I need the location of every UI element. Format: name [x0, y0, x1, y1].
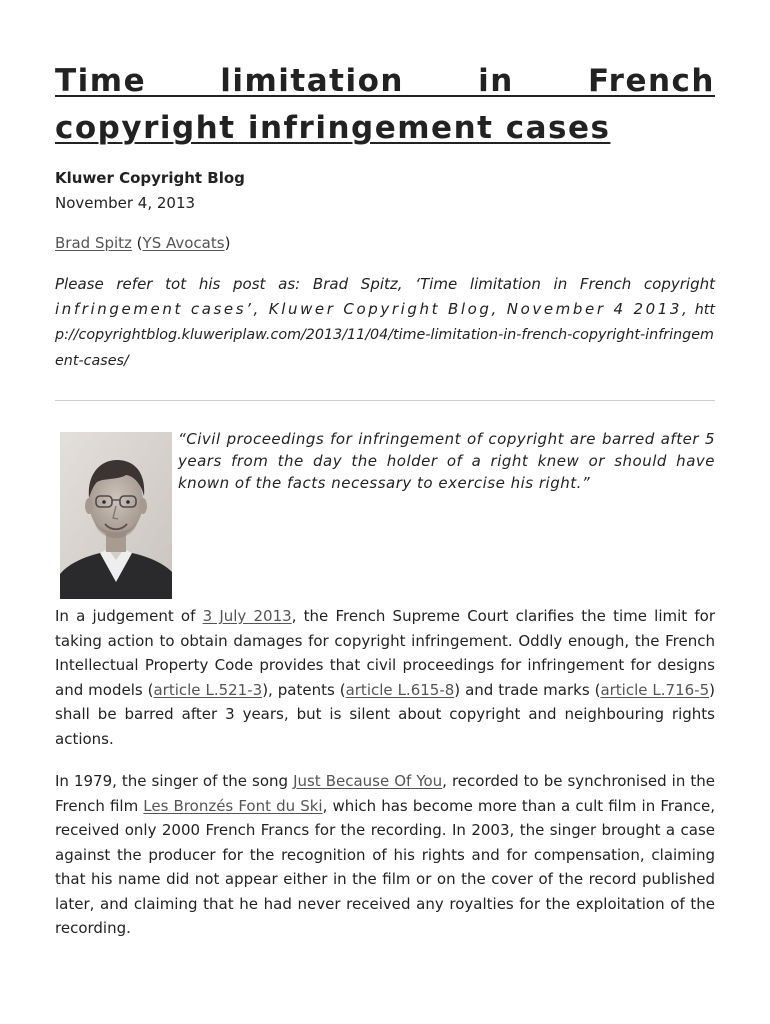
post-date: November 4, 2013	[55, 194, 196, 212]
p1-text-3: ), patents (	[262, 680, 346, 699]
song-link[interactable]: Just Because Of You	[293, 772, 443, 790]
citation-note	[55, 272, 715, 373]
citation-prefix: Please refer tot his post as: Brad Spitz, ‘Time limitation in French copyright	[55, 275, 715, 293]
affiliation-link[interactable]: YS Avocats	[142, 234, 225, 252]
author-line: Brad Spitz (YS Avocats)	[55, 234, 231, 252]
p1-text-4: ) and trade marks (	[454, 680, 601, 699]
citation-spaced: infringement cases’, Kluwer Copyright Blog, November 4 2013,	[55, 299, 690, 318]
author-portrait	[60, 432, 172, 599]
citation-url: http://copyrightblog.kluweriplaw.com/2013/11/04/time-limitation-in-french-copyright-infringement-cases/	[55, 301, 715, 369]
p1-text-1: In a judgement of	[55, 607, 203, 625]
article-l716-5-link[interactable]: article L.716-5	[600, 680, 710, 699]
p1-text-2: , the French Supreme Court clarifies the time limit for taking action to obtain damages for copyright infringement. Oddly enough, the French Intellectual Property Code provides that civil proceedings for infringement for designs and models (	[55, 607, 715, 699]
p2-text-1: In 1979, the singer of the song	[55, 772, 294, 790]
film-link[interactable]: Les Bronzés Font du Ski	[143, 796, 323, 815]
paragraph-1	[55, 604, 715, 751]
article-title: Time limitation in French copyright infringement cases	[55, 63, 715, 146]
p2-text-3: , which has become more than a cult film in France, received only 2000 French Francs for the recording. In 2003, the singer brought a case against the producer for the recognition of his rights and for compensation, claiming that his name did not appear either in the film or on the cover of the record published later, and claiming that he had never received any royalties for the exploitation of the recording.	[55, 796, 715, 937]
article-l521-3-link[interactable]: article L.521-3	[153, 680, 263, 699]
divider	[55, 400, 715, 401]
article-l615-8-link[interactable]: article L.615-8	[345, 680, 455, 699]
p1-text-5: ) shall be barred after 3 years, but is silent about copyright and neighbouring rights actions.	[55, 680, 715, 748]
author-link[interactable]: Brad Spitz	[55, 234, 132, 252]
paragraph-2	[55, 769, 715, 941]
blog-name: Kluwer Copyright Blog	[55, 169, 245, 187]
p2-text-2: , recorded to be synchronised in the French film	[55, 772, 715, 815]
pull-quote: “Civil proceedings for infringement of copyright are barred after 5 years from the day the holder of a right knew or should have known of the facts necessary to exercise his right.”	[178, 430, 715, 492]
judgement-date-link[interactable]: 3 July 2013	[202, 607, 292, 625]
